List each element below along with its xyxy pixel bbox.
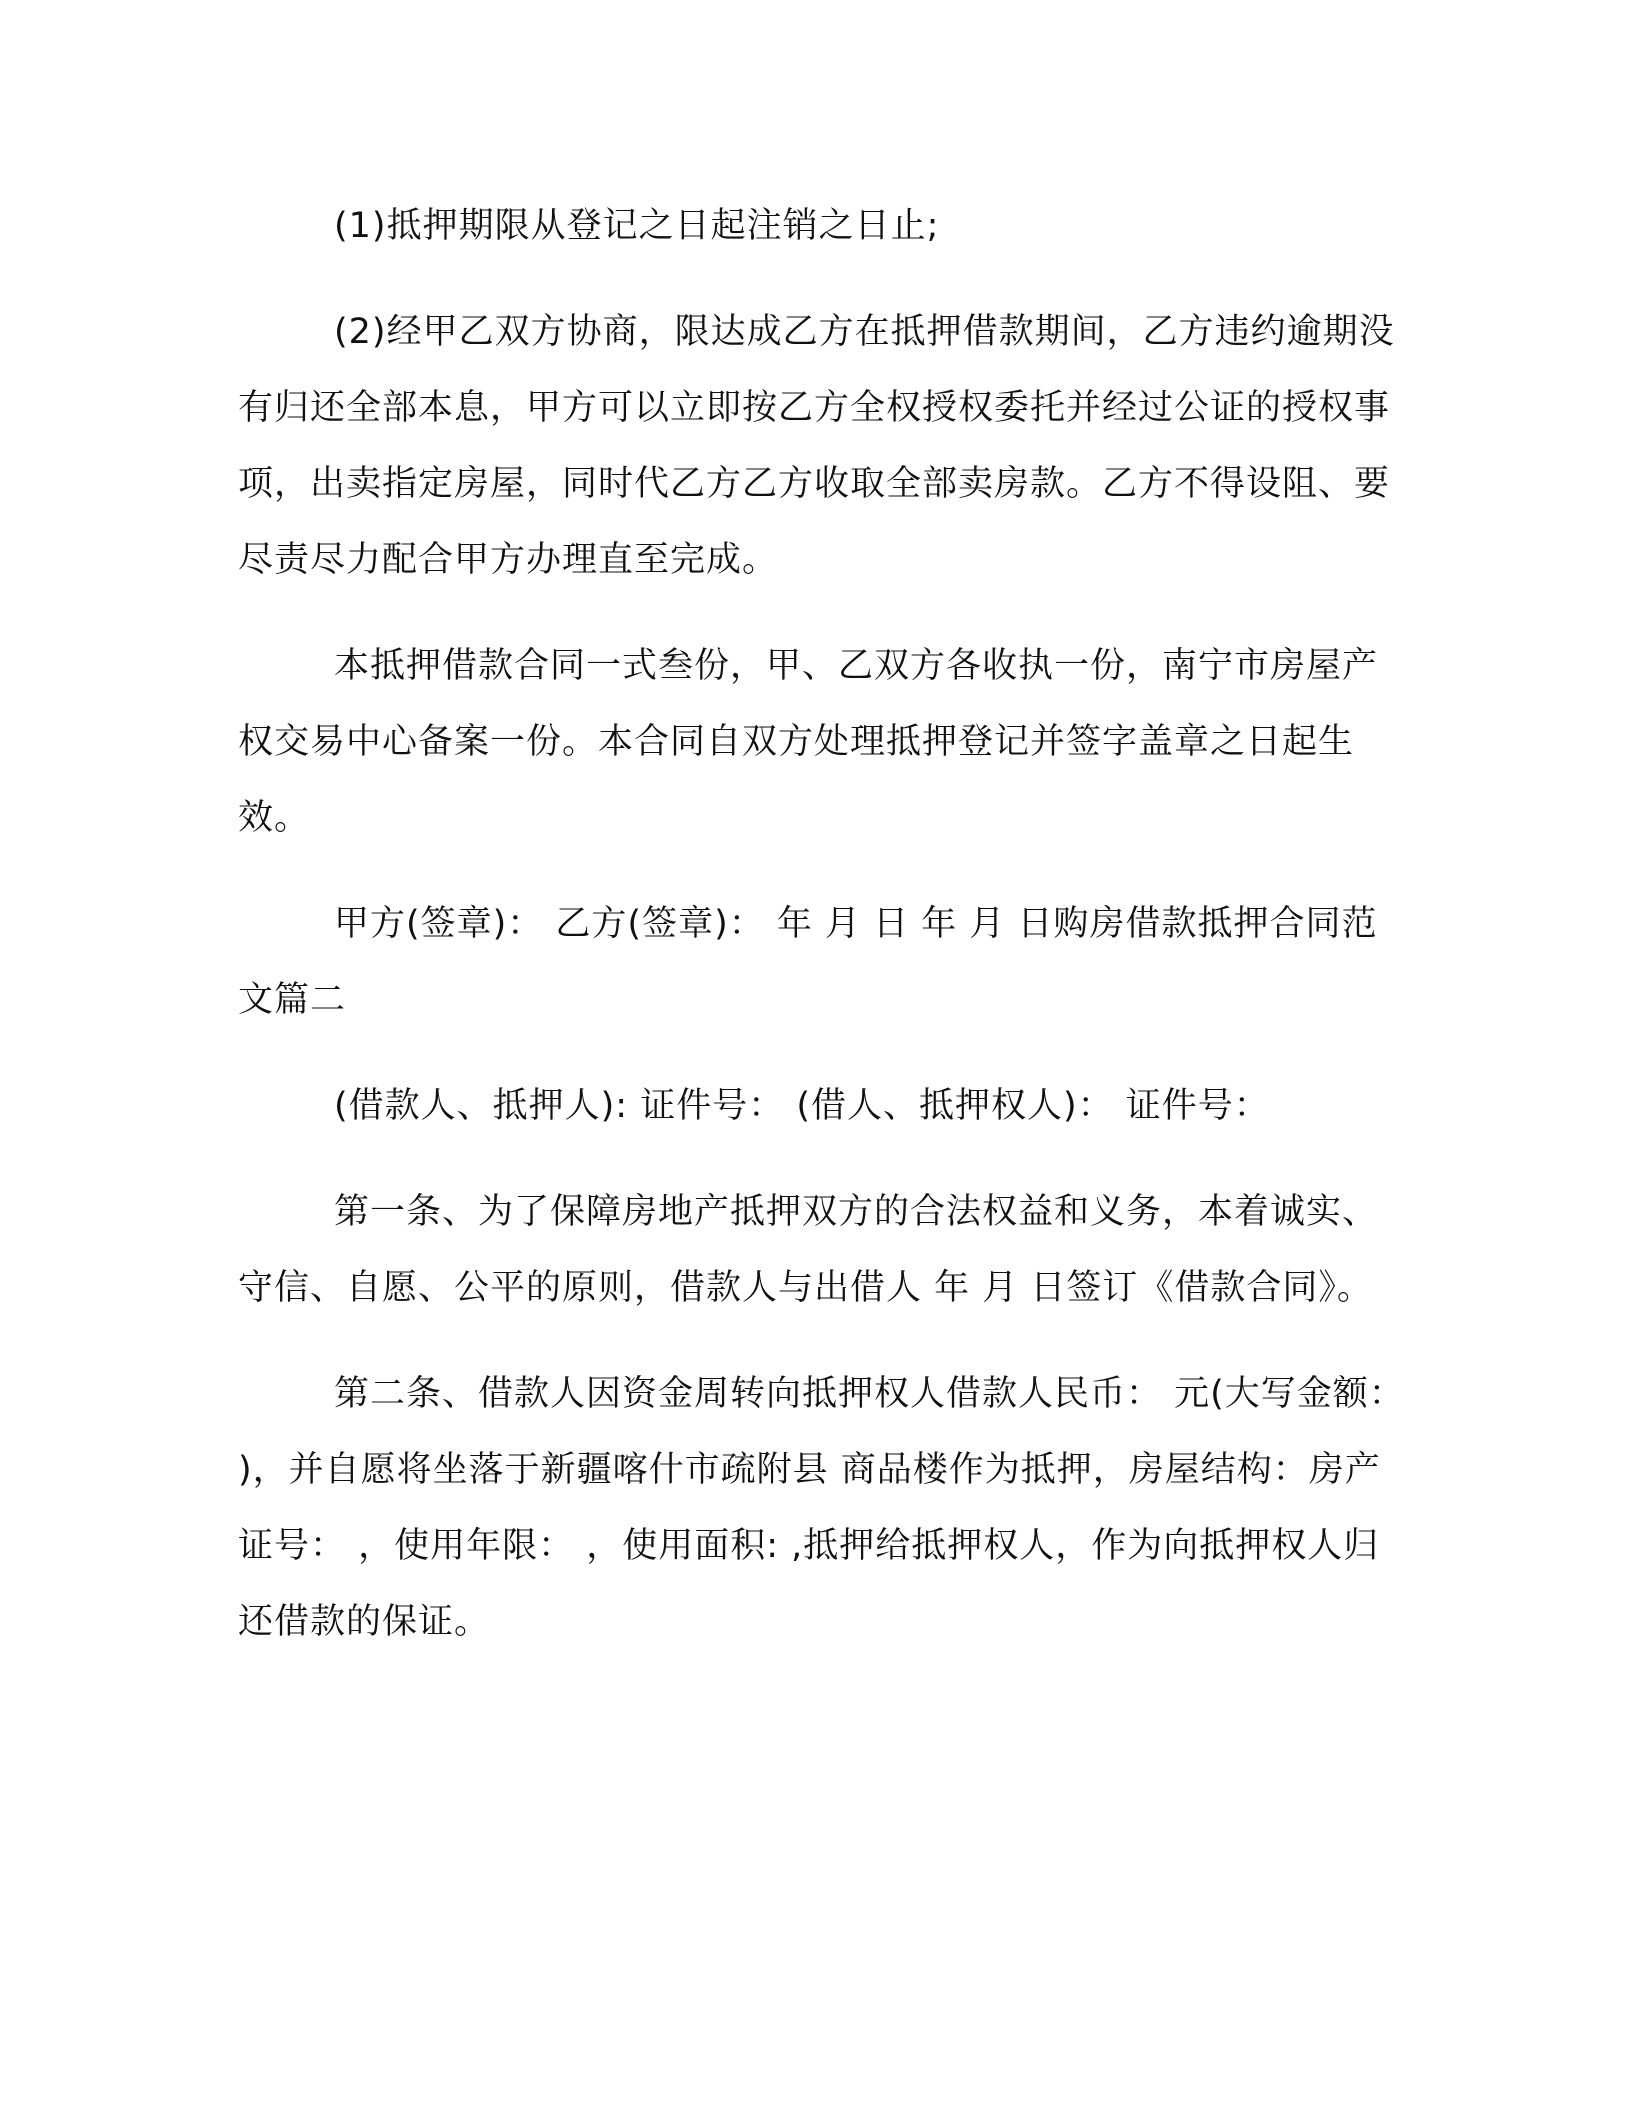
- paragraph-copies-effective: 本抵押借款合同一式叁份，甲、乙双方各收执一份，南宁市房屋产权交易中心备案一份。本合同自双方处理抵押登记并签字盖章之日起生效。: [238, 646, 1379, 838]
- article-two: 第二条、借款人因资金周转向抵押权人借款人民币： 元(大写金额： )，并自愿将坐落于新疆喀什市疏附县 商品楼作为抵押，房屋结构：房产证号： ，使用年限： ，使用面积: ,抵押给抵押权人，作为向抵押权人归还借款的保证。: [238, 1374, 1405, 1642]
- clause-mortgage-term: (1)抵押期限从登记之日起注销之日止;: [334, 206, 940, 246]
- clause-default-sale: (2)经甲乙双方协商，限达成乙方在抵押借款期间，乙方违约逾期没有归还全部本息，甲方可以立即按乙方全权授权委托并经过公证的授权事项，出卖指定房屋，同时代乙方乙方收取全部卖房款。乙方不得设阻、要尽责尽力配合甲方办理直至完成。: [238, 312, 1395, 580]
- paragraph-signatures-heading: 甲方(签章)： 乙方(签章)： 年 月 日 年 月 日购房借款抵押合同范文篇二: [238, 904, 1378, 1020]
- paragraph-parties-ids: (借款人、抵押人): 证件号： (借人、抵押权人)： 证件号：: [334, 1086, 1270, 1126]
- article-one: 第一条、为了保障房地产抵押双方的合法权益和义务，本着诚实、守信、自愿、公平的原则，借款人与出借人 年 月 日签订《借款合同》。: [238, 1192, 1379, 1308]
- document-body: [238, 188, 1408, 1690]
